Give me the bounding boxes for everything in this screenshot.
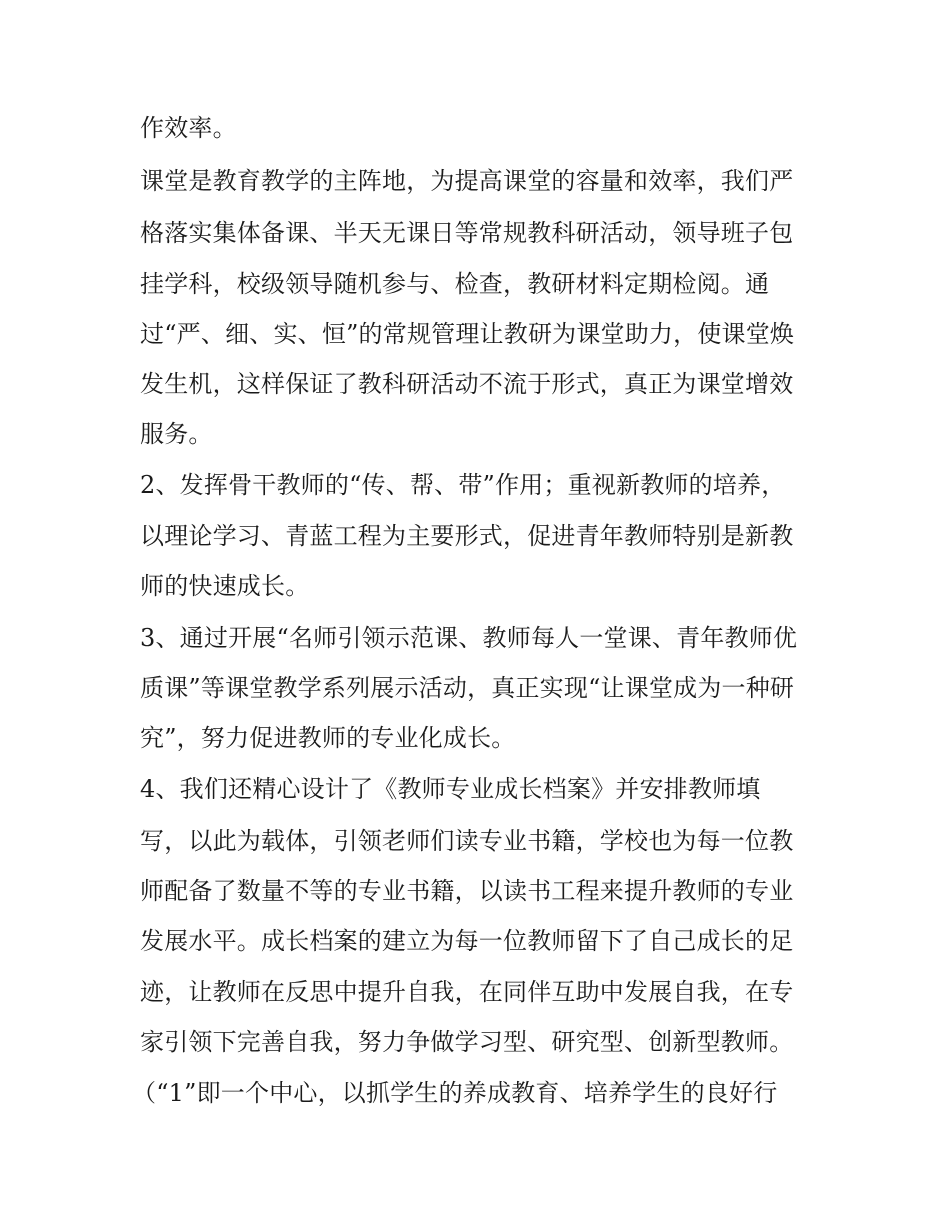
text-line: 作效率。 bbox=[140, 114, 237, 142]
text-line: 3、通过开展“名师引领示范课、教师每人一堂课、青年教师优 bbox=[140, 624, 798, 652]
text-line: 师配备了数量不等的专业书籍，以读书工程来提升教师的专业 bbox=[140, 877, 794, 905]
text-line: 质课”等课堂教学系列展示活动，真正实现“让课堂成为一种研 bbox=[140, 674, 795, 702]
text-line: 课堂是教育教学的主阵地，为提高课堂的容量和效率，我们严 bbox=[140, 167, 794, 195]
text-line: 服务。 bbox=[140, 420, 213, 448]
text-line: 迹，让教师在反思中提升自我，在同伴互助中发展自我，在专 bbox=[140, 978, 794, 1006]
text-line: 格落实集体备课、半天无课日等常规教科研活动，领导班子包 bbox=[140, 219, 794, 247]
text-line: 发生机，这样保证了教科研活动不流于形式，真正为课堂增效 bbox=[140, 370, 794, 398]
text-line: 师的快速成长。 bbox=[140, 572, 310, 600]
text-line: （“1”即一个中心，以抓学生的养成教育、培养学生的良好行 bbox=[132, 1079, 778, 1107]
text-line: 挂学科，校级领导随机参与、检查，教研材料定期检阅。通 bbox=[140, 270, 770, 298]
text-line: 过“严、细、实、恒”的常规管理让教研为课堂助力，使课堂焕 bbox=[140, 320, 795, 348]
text-line: 以理论学习、青蓝工程为主要形式，促进青年教师特别是新教 bbox=[140, 522, 794, 550]
text-line: 写，以此为载体，引领老师们读专业书籍，学校也为每一位教 bbox=[140, 827, 794, 855]
text-line: 家引领下完善自我，努力争做学习型、研究型、创新型教师。 bbox=[140, 1028, 794, 1056]
text-line: 4、我们还精心设计了《教师专业成长档案》并安排教师填 bbox=[140, 775, 761, 803]
text-line: 2、发挥骨干教师的“传、帮、带”作用；重视新教师的培养， bbox=[140, 471, 786, 499]
text-line: 究”，努力促进教师的专业化成长。 bbox=[140, 724, 516, 752]
text-line: 发展水平。成长档案的建立为每一位教师留下了自己成长的足 bbox=[140, 927, 794, 955]
